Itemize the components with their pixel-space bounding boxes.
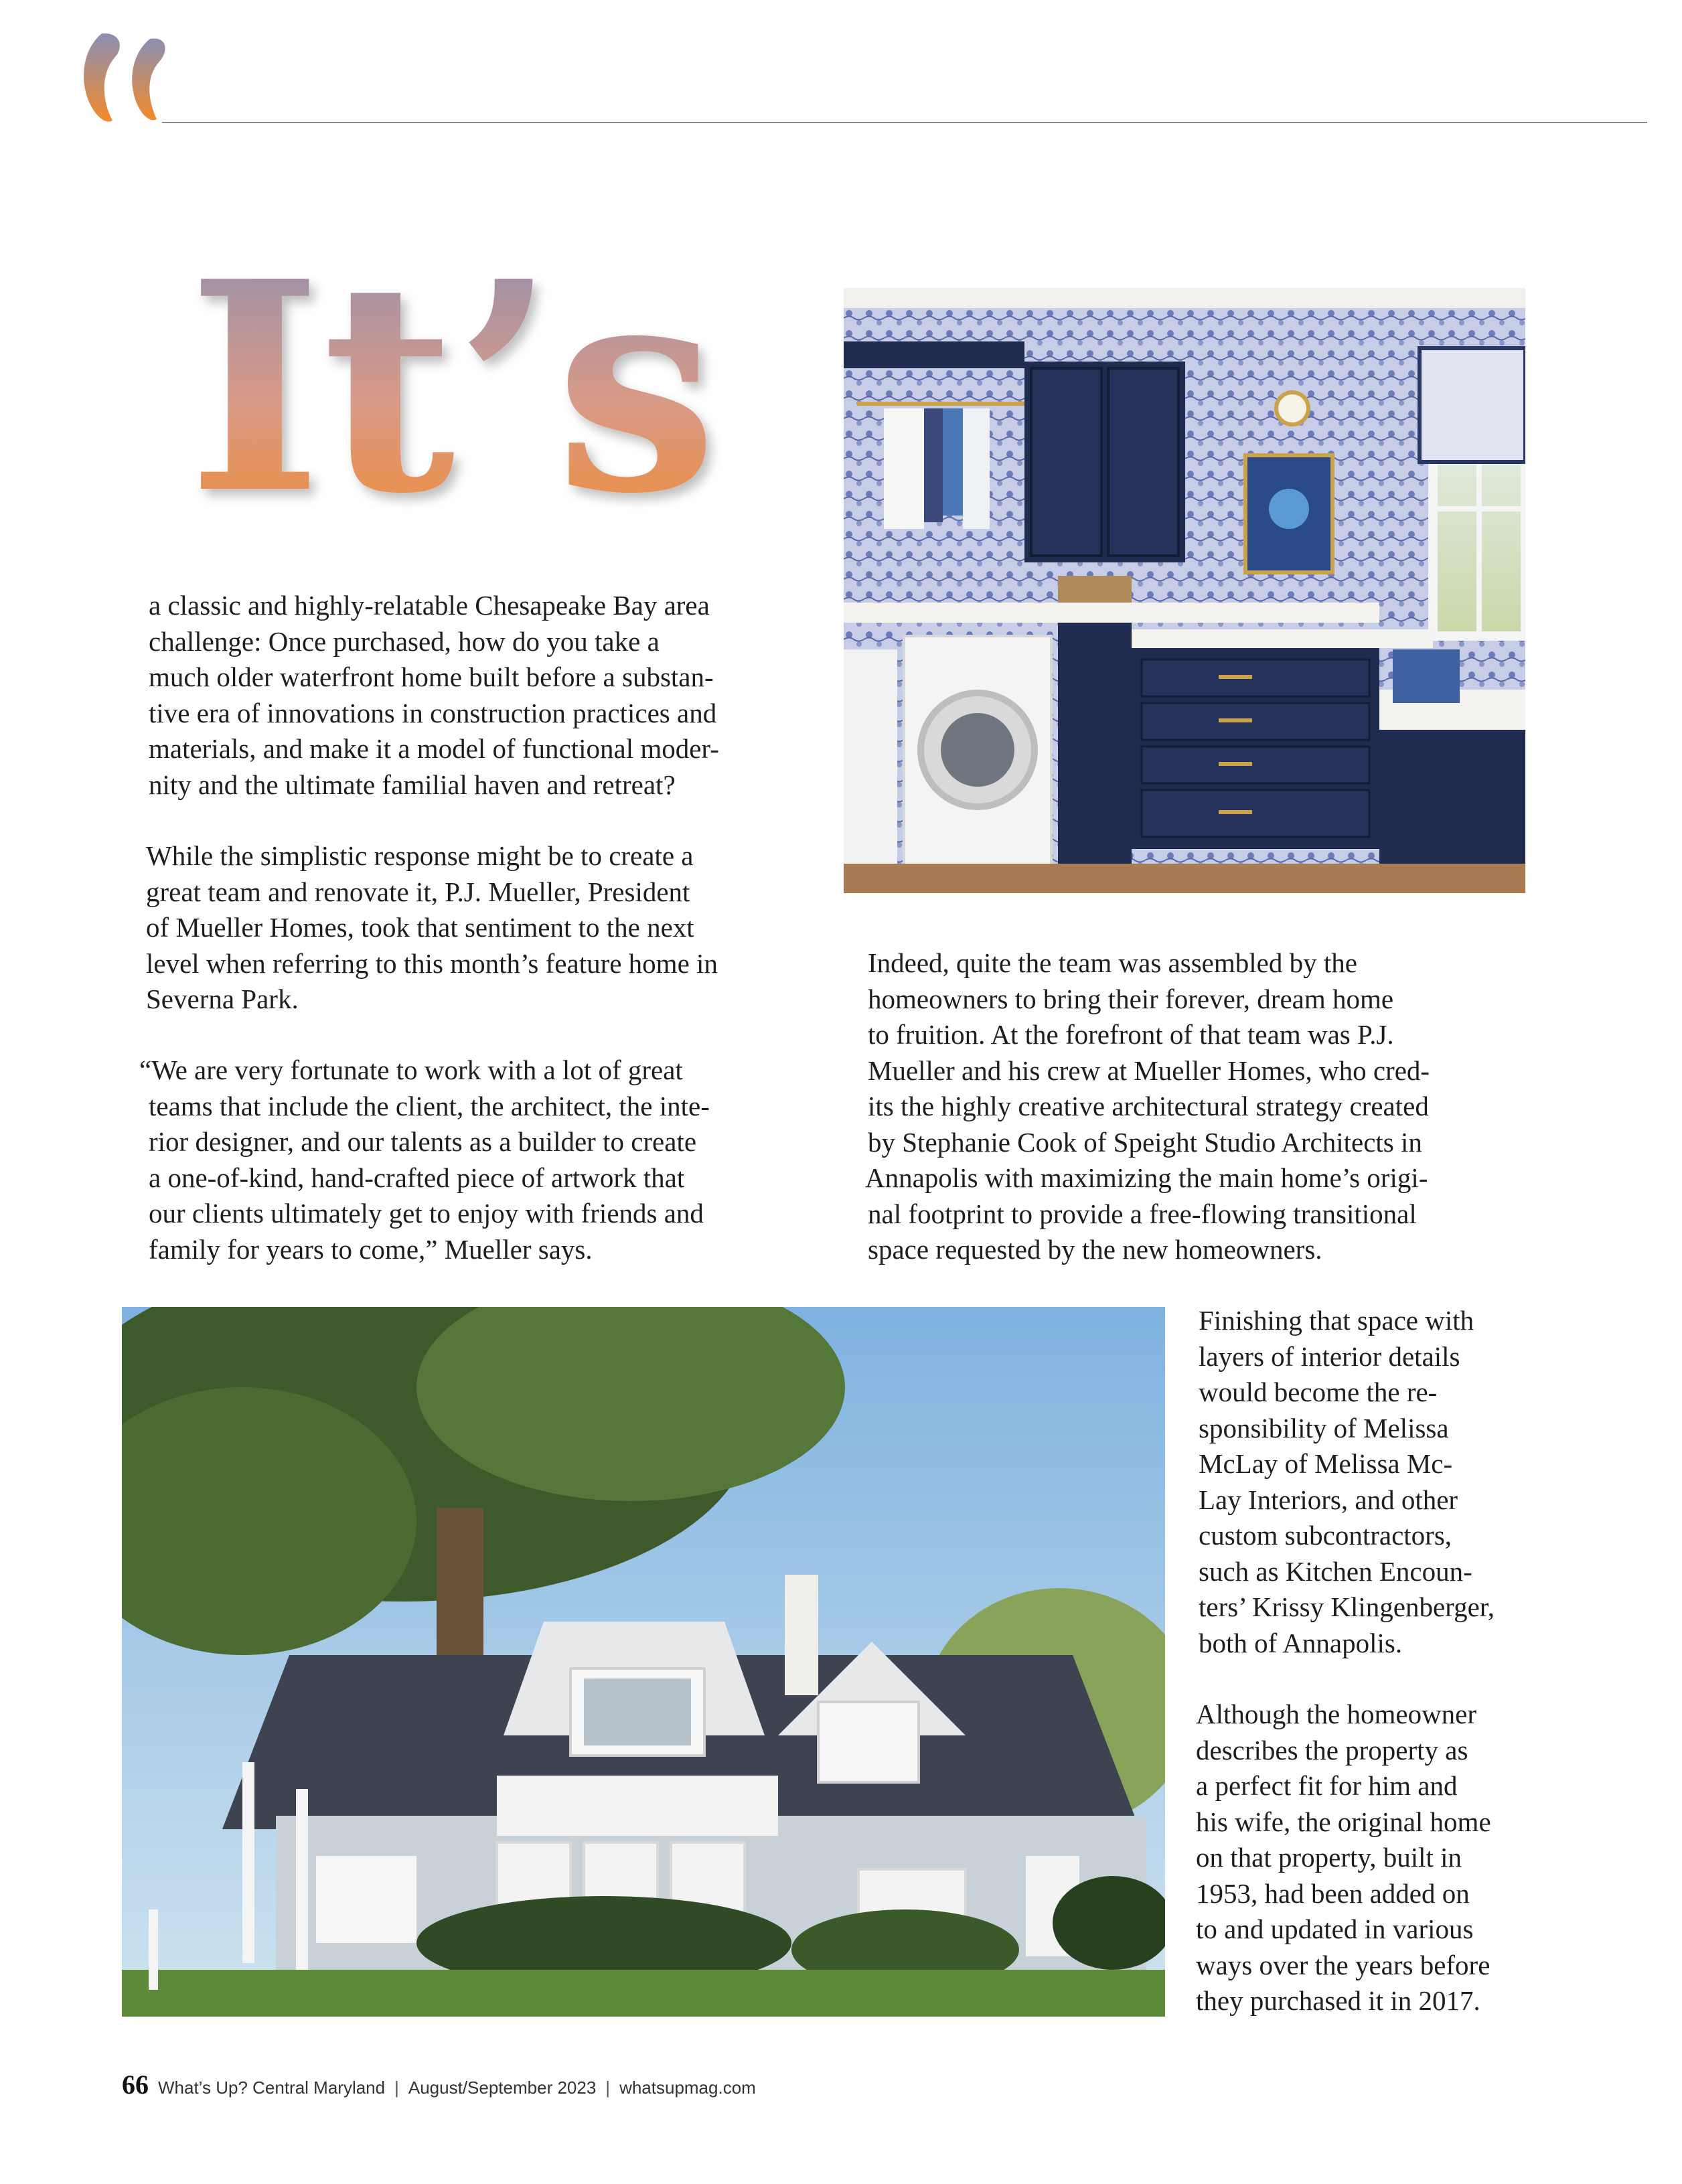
text-line: to fruition. At the forefront of that team was P.J. xyxy=(868,1019,1394,1050)
text-line: layers of interior details xyxy=(1199,1340,1460,1372)
issue-date: August/September 2023 xyxy=(408,2078,597,2098)
quote-mark-icon xyxy=(75,20,182,134)
paragraph-interior xyxy=(1199,1303,1600,1661)
text-line: Although the homeowner xyxy=(1196,1699,1477,1729)
text-line: they purchased it in 2017. xyxy=(1196,1985,1480,2016)
website-link[interactable]: whatsupmag.com xyxy=(619,2078,756,2098)
text-line: space requested by the new homeowners. xyxy=(868,1234,1322,1265)
text-line: McLay of Melissa Mc- xyxy=(1199,1448,1453,1479)
text-line: Severna Park. xyxy=(146,984,299,1014)
footer-separator: | xyxy=(605,2078,611,2098)
text-line: tive era of innovations in construction practices and xyxy=(149,697,717,728)
text-line: his wife, the original home xyxy=(1196,1806,1491,1837)
text-line: such as Kitchen Encoun- xyxy=(1199,1555,1472,1587)
text-line: Mueller and his crew at Mueller Homes, who cred- xyxy=(868,1055,1430,1086)
text-line: Lay Interiors, and other xyxy=(1199,1484,1458,1515)
text-line: nity and the ultimate familial haven and retreat? xyxy=(149,769,676,800)
house-exterior-photo xyxy=(122,1307,1165,2017)
text-line: our clients ultimately get to enjoy with friends and xyxy=(149,1198,704,1229)
text-line: both of Annapolis. xyxy=(1199,1627,1403,1658)
text-line: challenge: Once purchased, how do you take a xyxy=(149,625,660,657)
page-footer xyxy=(122,2069,756,2106)
text-line: a perfect fit for him and xyxy=(1196,1770,1458,1801)
text-line: homeowners to bring their forever, dream home xyxy=(868,983,1394,1014)
text-line: great team and renovate it, P.J. Mueller, President xyxy=(146,876,690,907)
text-line: a one-of-kind, hand-crafted piece of artwork that xyxy=(149,1162,685,1193)
text-line: While the simplistic response might be to create a xyxy=(146,840,694,871)
text-line: ters’ Krissy Klingenberger, xyxy=(1199,1591,1495,1622)
text-line: Finishing that space with xyxy=(1199,1305,1474,1336)
paragraph-response xyxy=(146,838,789,1018)
text-line: would become the re- xyxy=(1199,1377,1438,1407)
text-line: sponsibility of Melissa xyxy=(1199,1412,1449,1444)
paragraph-team xyxy=(865,945,1511,1268)
title-text: It’s xyxy=(187,219,718,557)
text-line: Indeed, quite the team was assembled by the xyxy=(868,947,1357,978)
paragraph-intro xyxy=(149,588,791,803)
text-line: a classic and highly-relatable Chesapeake Bay area xyxy=(149,590,710,621)
text-line: ways over the years before xyxy=(1196,1949,1490,1980)
text-line: materials, and make it a model of functional moder- xyxy=(149,733,719,764)
text-line: to and updated in various xyxy=(1196,1914,1474,1944)
paragraph-history xyxy=(1196,1697,1598,2019)
laundry-room-photo xyxy=(844,288,1525,893)
footer-separator: | xyxy=(394,2078,399,2098)
text-line: by Stephanie Cook of Speight Studio Architects in xyxy=(868,1126,1422,1158)
text-line: its the highly creative architectural strategy created xyxy=(868,1091,1429,1121)
text-line: 1953, had been added on xyxy=(1196,1877,1470,1909)
publication-name: What’s Up? Central Maryland xyxy=(158,2078,386,2098)
text-line: “We are very fortunate to work with a lot of great xyxy=(139,1055,683,1085)
text-line: describes the property as xyxy=(1196,1734,1468,1766)
text-line: on that property, built in xyxy=(1196,1842,1462,1873)
text-line: much older waterfront home built before a substan- xyxy=(149,661,714,692)
paragraph-quote xyxy=(139,1052,782,1267)
text-line: teams that include the client, the architect, the inte- xyxy=(149,1090,710,1121)
header-rule xyxy=(162,122,1647,123)
text-line: Annapolis with maximizing the main home’s origi- xyxy=(865,1162,1428,1193)
page-number: 66 xyxy=(122,2070,149,2100)
text-line: rior designer, and our talents as a builder to create xyxy=(149,1126,697,1157)
drop-title xyxy=(181,201,757,576)
text-line: family for years to come,” Mueller says. xyxy=(149,1233,593,1265)
text-line: custom subcontractors, xyxy=(1199,1520,1452,1551)
text-line: of Mueller Homes, took that sentiment to the next xyxy=(146,912,694,943)
text-line: level when referring to this month’s feature home in xyxy=(146,947,718,979)
text-line: nal footprint to provide a free-flowing transitional xyxy=(868,1198,1417,1229)
